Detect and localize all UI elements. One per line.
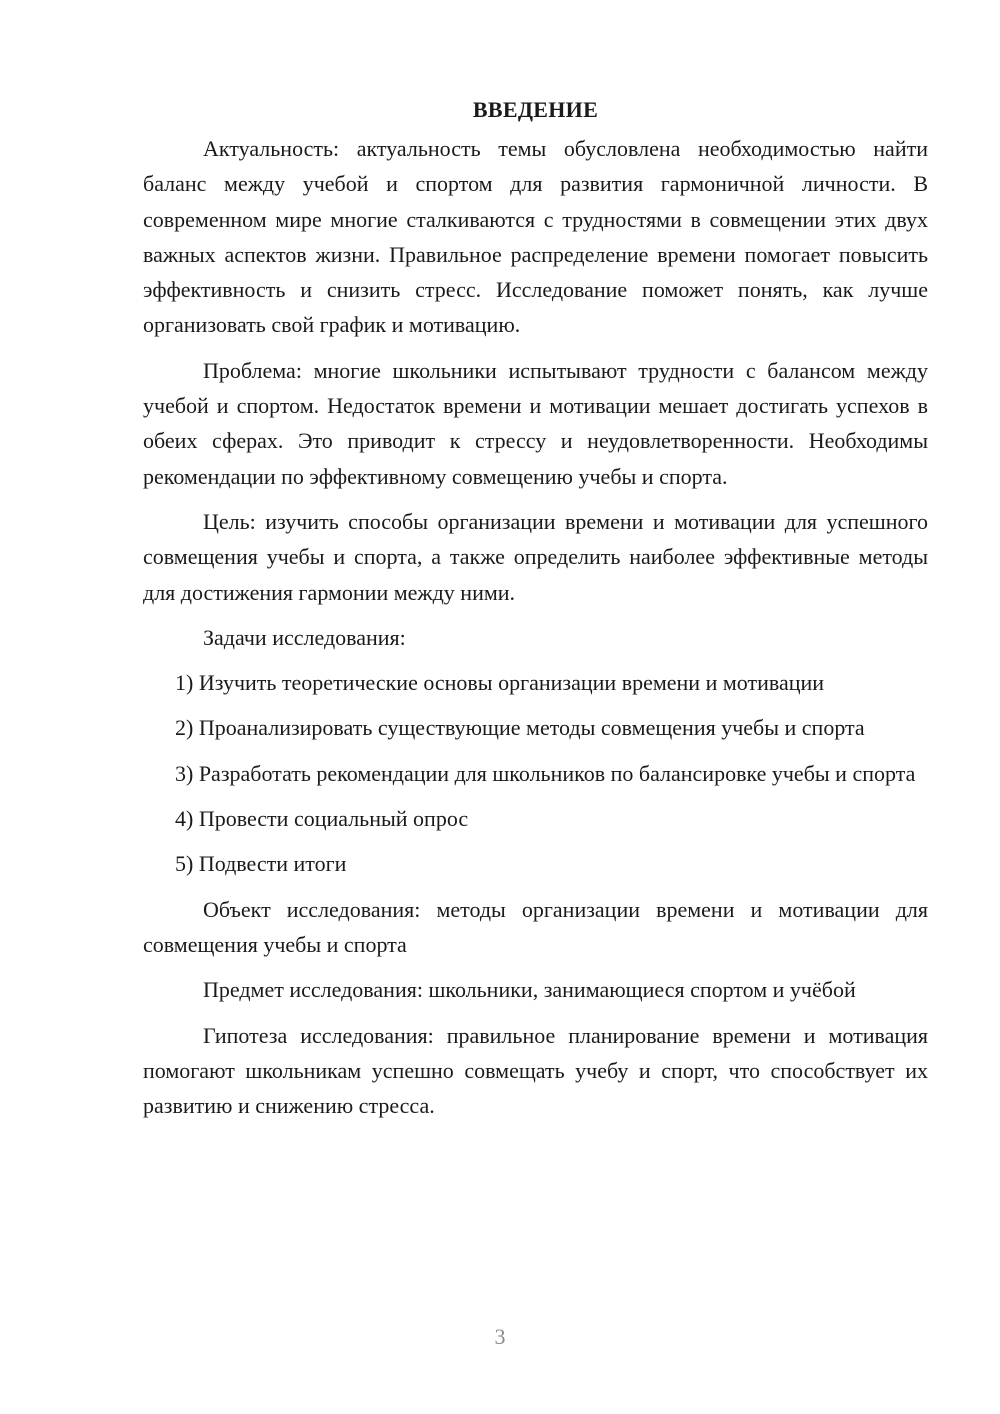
task-item-4: 4) Провести социальный опрос [175, 806, 469, 832]
paragraph-subject: Предмет исследования: школьники, занимающиеся спортом и учёбой [203, 977, 856, 1003]
document-page [143, 92, 928, 1133]
task-item-2: 2) Проанализировать существующие методы совмещения учебы и спорта [175, 715, 865, 741]
task-item-5: 5) Подвести итоги [175, 851, 347, 877]
task-item-3: 3) Разработать рекомендации для школьников по балансировке учебы и спорта [175, 760, 916, 786]
paragraph-goal: Цель: изучить способы организации времени и мотивации для успешного совмещения учебы и спорта, а также определить наиболее эффективные методы для достижения гармонии между ними. [143, 508, 928, 605]
task-item-1: 1) Изучить теоретические основы организации времени и мотивации [175, 670, 825, 696]
section-heading: ВВЕДЕНИЕ [472, 97, 599, 122]
paragraph-tasks-heading: Задачи исследования: [203, 624, 406, 650]
paragraph-hypothesis: Гипотеза исследования: правильное планирование времени и мотивация помогают школьникам успешно совмещать учебу и спорт, что способствует их развитию и снижению стресса. [143, 1022, 928, 1119]
paragraph-object: Объект исследования: методы организации времени и мотивации для совмещения учебы и спорта [143, 896, 928, 957]
paragraph-problem: Проблема: многие школьники испытывают трудности с балансом между учебой и спортом. Недостаток времени и мотивации мешает достигать успехов в обеих сферах. Это приводит к стрессу и неудовлетворенности. Необходимы рекомендации по эффективному совмещению учебы и спорта. [143, 357, 928, 489]
paragraph-relevance: Актуальность: актуальность темы обусловлена необходимостью найти баланс между учебой и спортом для развития гармоничной личности. В современном мире многие сталкиваются с трудностями в совмещении этих двух важных аспектов жизни. Правильное распределение времени помогает повысить эффективность и снизить стресс. Исследование поможет понять, как лучше организовать свой график и мотивацию. [143, 136, 928, 338]
page-number: 3 [494, 1324, 506, 1349]
